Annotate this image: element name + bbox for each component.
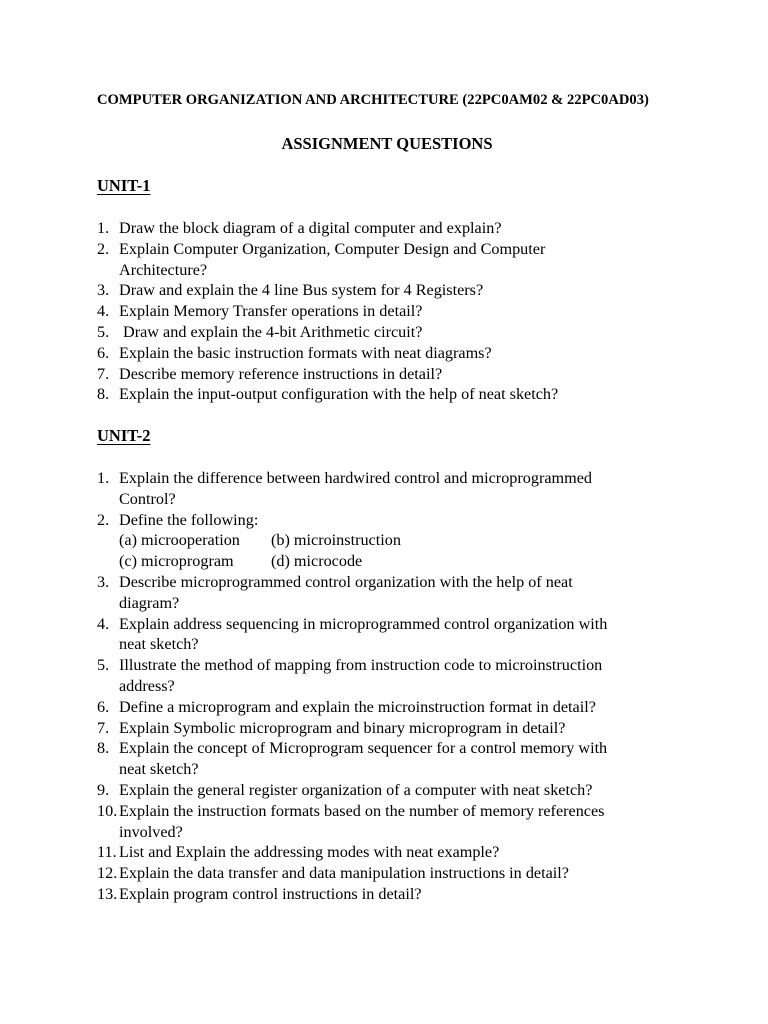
question-text-line: diagram? — [119, 593, 180, 612]
question-text-line: Explain the data transfer and data manipulation instructions in detail? — [119, 864, 569, 883]
question-text-line: Explain program control instructions in detail? — [119, 884, 422, 903]
unit-1-heading: UNIT-1 — [97, 176, 151, 195]
question-number: 4. — [97, 302, 110, 321]
question-item — [97, 780, 697, 801]
unit-1-question-list — [97, 218, 697, 405]
question-item — [97, 364, 697, 385]
question-number: 1. — [97, 469, 110, 487]
question-number: 13. — [97, 884, 118, 903]
question-text-line: Draw and explain the 4-bit Arithmetic circuit? — [119, 322, 423, 341]
course-title: COMPUTER ORGANIZATION AND ARCHITECTURE (22PC0AM02 & 22PC0AD03) — [97, 92, 649, 108]
question-item — [97, 572, 697, 614]
question-item — [97, 884, 697, 905]
question-text-line: Explain Computer Organization, Computer Design and Computer — [119, 239, 546, 258]
question-number: 2. — [97, 510, 110, 529]
question-text-line: Define a microprogram and explain the microinstruction format in detail? — [119, 697, 596, 716]
question-item — [97, 343, 697, 364]
question-item — [97, 218, 697, 239]
question-text-line: Define the following: — [119, 510, 259, 529]
question-text-line: Explain the basic instruction formats with neat diagrams? — [119, 343, 492, 362]
question-text-line: Describe microprogrammed control organization with the help of neat — [119, 572, 573, 591]
definition-term-row — [119, 551, 697, 572]
definition-term: (c) microprogram — [119, 552, 234, 571]
question-text-line: List and Explain the addressing modes with neat example? — [119, 843, 500, 862]
question-number: 10. — [97, 801, 118, 820]
question-text-line: involved? — [119, 822, 183, 841]
question-number: 11. — [97, 843, 117, 862]
question-text-line: Explain the difference between hardwired control and microprogrammed — [119, 469, 592, 487]
question-number: 8. — [97, 739, 110, 758]
question-text-line: Control? — [119, 489, 176, 508]
question-item — [97, 510, 697, 572]
question-text-line: Architecture? — [119, 260, 208, 279]
question-text-line: neat sketch? — [119, 635, 199, 654]
question-text-line: Explain the instruction formats based on the number of memory references — [119, 801, 605, 820]
question-item — [97, 697, 697, 718]
question-item — [97, 614, 697, 656]
question-item — [97, 863, 697, 884]
question-text-line: neat sketch? — [119, 760, 199, 779]
question-number: 6. — [97, 343, 110, 362]
question-number: 3. — [97, 572, 110, 591]
question-item — [97, 655, 697, 697]
question-number: 12. — [97, 864, 118, 883]
question-number: 8. — [97, 385, 110, 404]
question-item — [97, 301, 697, 322]
question-text-line: Explain the input-output configuration with the help of neat sketch? — [119, 385, 559, 404]
question-text-line: address? — [119, 676, 175, 695]
question-item — [97, 801, 697, 843]
question-number: 1. — [97, 219, 110, 237]
question-item — [97, 280, 697, 301]
question-number: 6. — [97, 697, 110, 716]
question-item — [97, 322, 697, 343]
question-number: 5. — [97, 322, 110, 341]
question-item — [97, 384, 697, 405]
question-text-line: Explain Memory Transfer operations in detail? — [119, 302, 423, 321]
question-item — [97, 239, 697, 281]
question-item — [97, 738, 697, 780]
question-text-line: Describe memory reference instructions in detail? — [119, 364, 443, 383]
question-number: 9. — [97, 780, 110, 799]
question-item — [97, 468, 697, 510]
question-item — [97, 718, 697, 739]
definition-term: (a) microoperation — [119, 531, 240, 550]
question-text-line: Explain the concept of Microprogram sequencer for a control memory with — [119, 739, 608, 758]
question-text-line: Explain address sequencing in microprogrammed control organization with — [119, 614, 608, 633]
question-number: 4. — [97, 614, 110, 633]
question-text-line: Illustrate the method of mapping from instruction code to microinstruction — [119, 656, 603, 675]
unit-2-question-list — [97, 468, 697, 905]
question-item — [97, 842, 697, 863]
question-number: 7. — [97, 718, 110, 737]
question-text-line: Explain Symbolic microprogram and binary microprogram in detail? — [119, 718, 566, 737]
question-number: 7. — [97, 364, 110, 383]
question-text-line: Explain the general register organization of a computer with neat sketch? — [119, 780, 593, 799]
question-number: 5. — [97, 656, 110, 675]
definition-term: (b) microinstruction — [271, 531, 401, 550]
question-number: 3. — [97, 281, 110, 300]
assignment-title: ASSIGNMENT QUESTIONS — [281, 134, 493, 153]
question-text-line: Draw the block diagram of a digital computer and explain? — [119, 219, 502, 237]
question-text-line: Draw and explain the 4 line Bus system for 4 Registers? — [119, 281, 484, 300]
definition-term: (d) microcode — [271, 552, 363, 571]
question-number: 2. — [97, 239, 110, 258]
unit-2-heading: UNIT-2 — [97, 426, 151, 445]
definition-term-row — [119, 530, 697, 551]
